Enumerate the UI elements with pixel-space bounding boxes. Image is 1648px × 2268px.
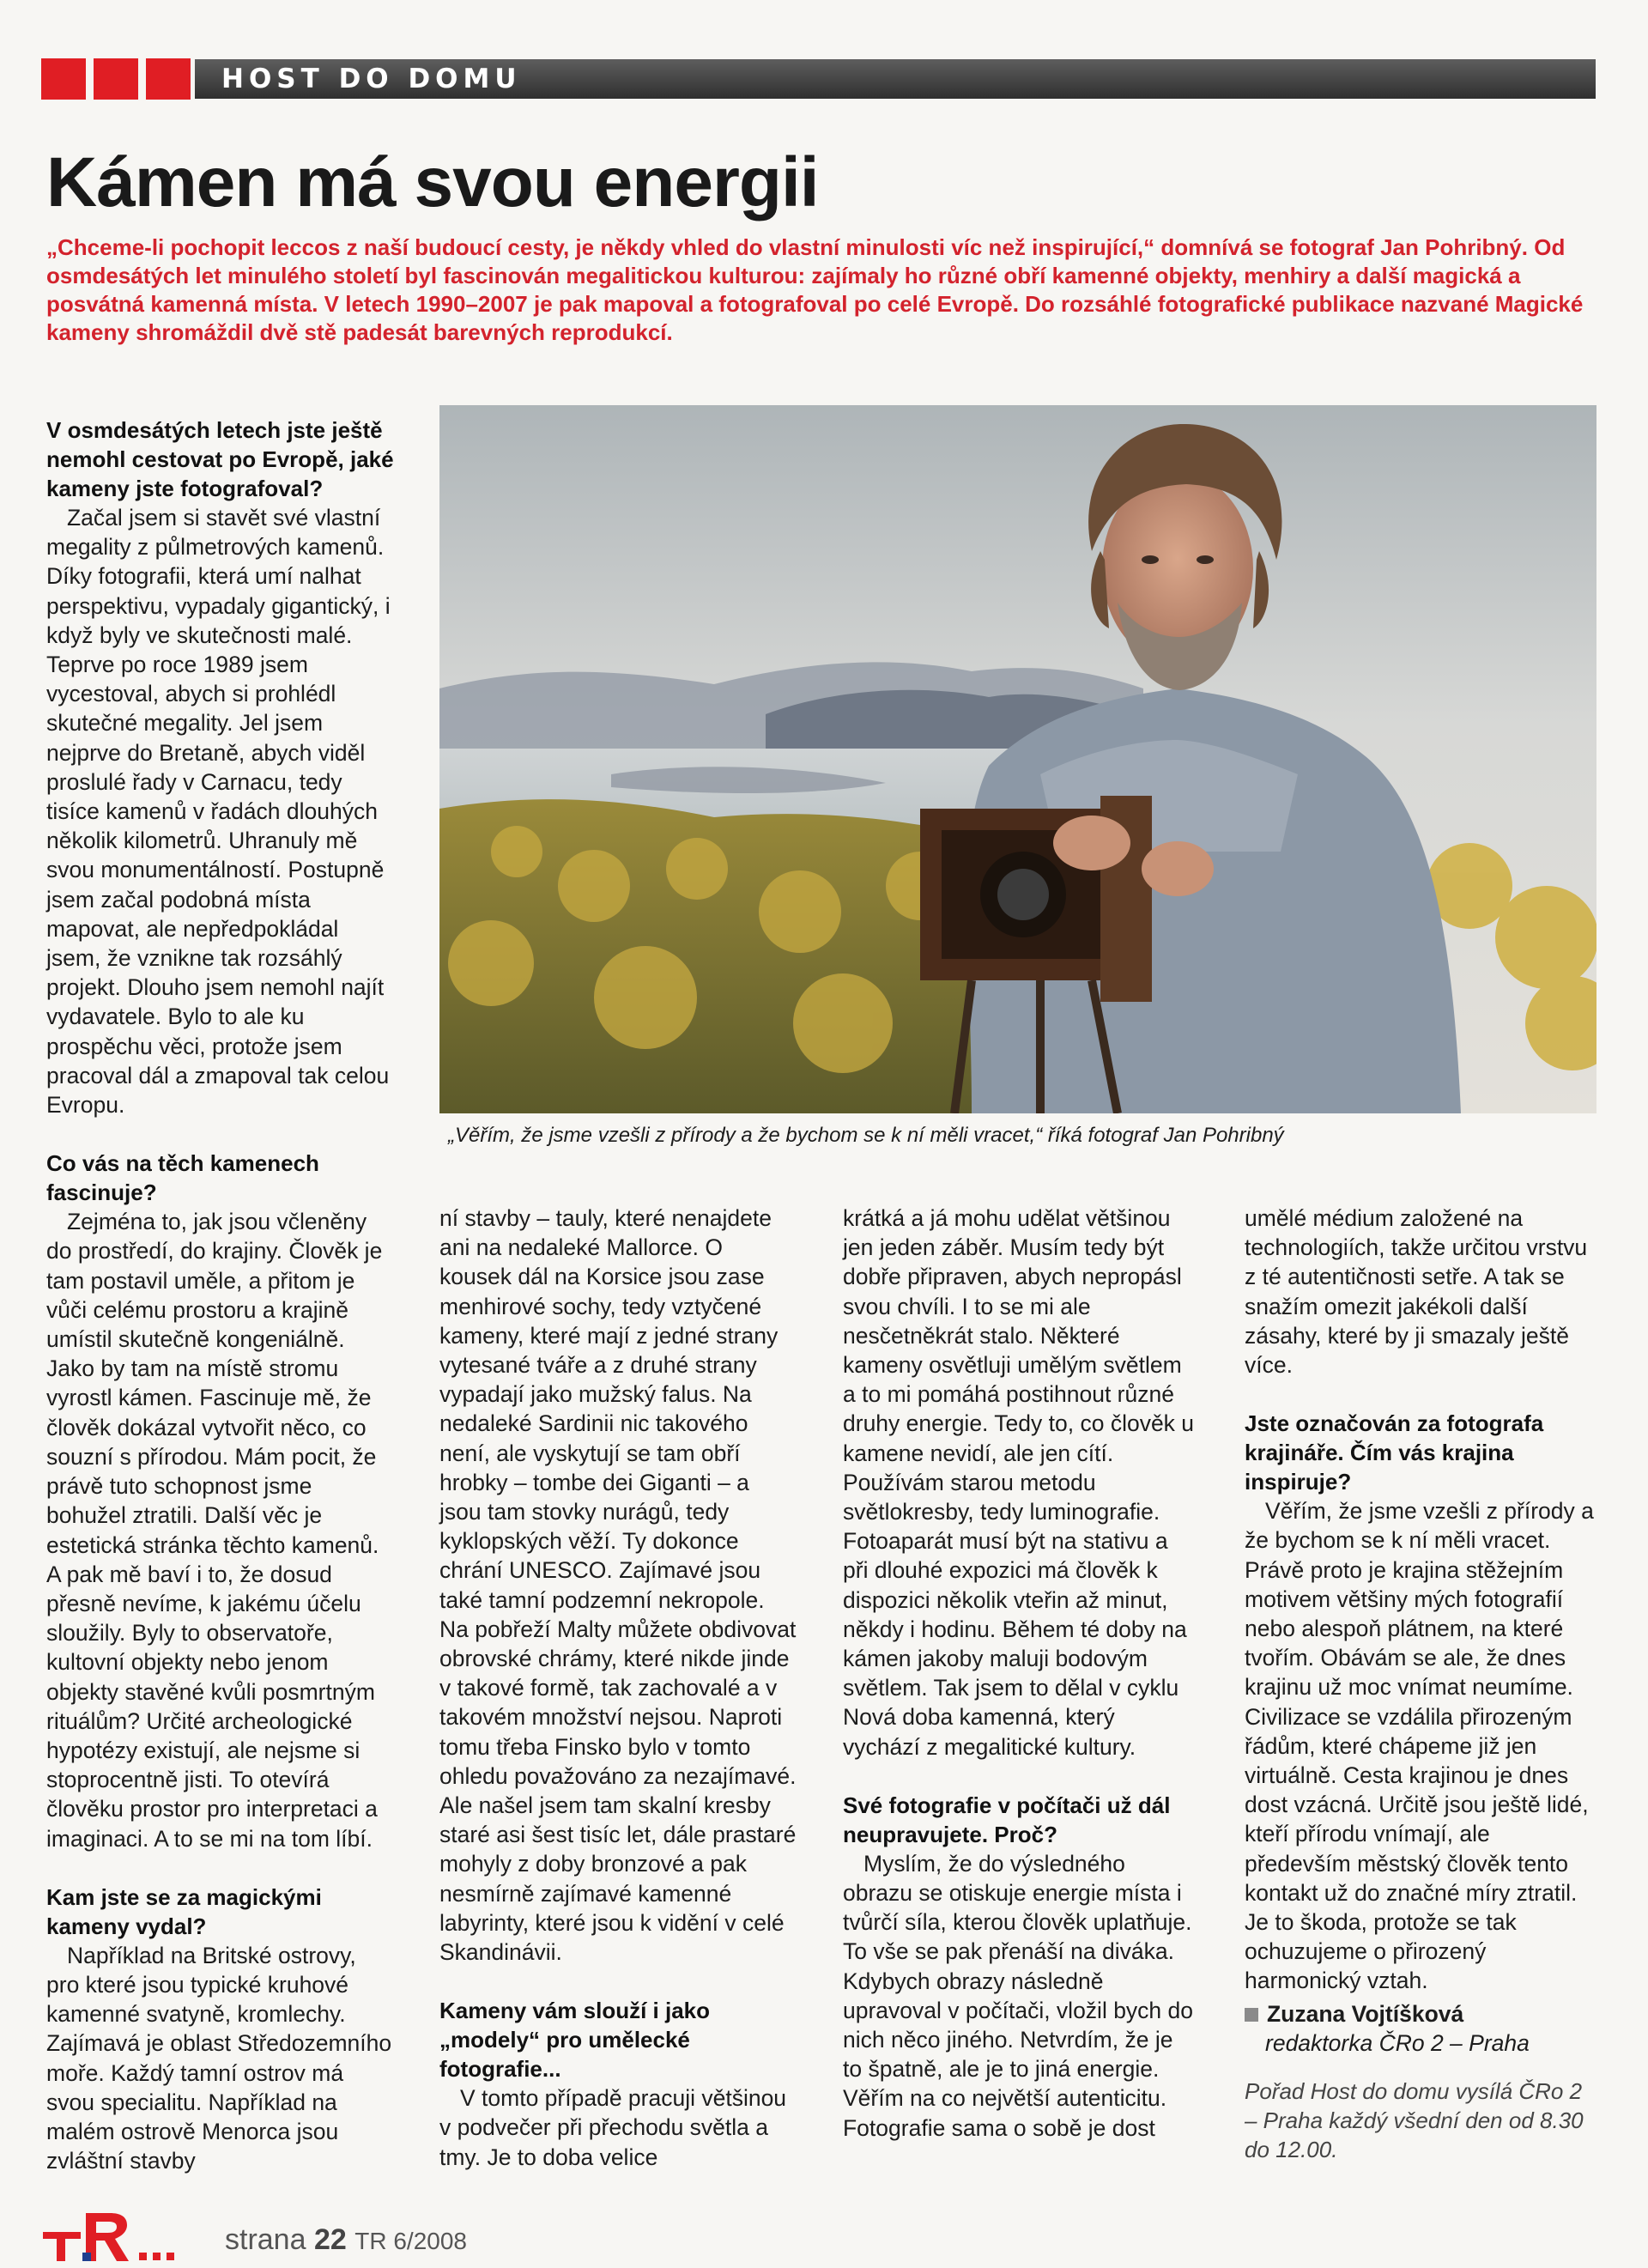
author-name: Zuzana Vojtíšková bbox=[1267, 2000, 1464, 2027]
question-1: V osmdesátých letech jste ještě nemohl cestovat po Evropě, jaké kameny jste fotografoval? bbox=[46, 417, 394, 501]
article-title: Kámen má svou energii bbox=[46, 143, 819, 221]
answer-4: V tomto případě pracuji většinou v podvečer při přechodu světla a tmy. Je to doba velice bbox=[439, 2085, 787, 2170]
question-2: Co vás na těch kamenech fascinuje? bbox=[46, 1150, 319, 1206]
question-3: Kam jste se za magickými kameny vydal? bbox=[46, 1883, 322, 1939]
section-label: HOST DO DOMU bbox=[221, 64, 522, 94]
answer-4-continued: krátká a já mohu udělat většinou jen jeden záběr. Musím tedy být dobře připraven, abych nepropásl svou chvíli. I to se mi ale nesčetněkrát stalo. Některé kameny osvětluji umělým světlem a to mi pomáhá postihnout různé druhy energie. Tedy to, co člověk u kamene nevidí, ale jen cítí. Používám starou metodu světlokresby, tedy luminografie. Fotoaparát musí být na stativu a při dlouhé expozici má člověk k dispozici několik vteřin až minut, někdy i hodinu. Během té doby na kámen jakoby maluji bodovým světlem. Tak jsem to dělal v cyklu Nová doba kamenná, který vychází z megalitické kultury. bbox=[843, 1205, 1195, 1760]
author-role: redaktorka ČRo 2 – Praha bbox=[1265, 2029, 1530, 2056]
answer-1: Začal jsem si stavět své vlastní megality z půlmetrových kamenů. Díky fotografii, která umí nalhat perspektivu, vypadaly gigantický, i když byly ve skutečnosti malé. Teprve po roce 1989 jsem vycestoval, abych si prohlédl skutečné megality. Jel jsem nejprve do Bretaně, abych viděl proslulé řady v Carnacu, tedy tisíce kamenů v řadách dlouhých několik kilometrů. Uhranuly mě svou monumentálností. Postupně jsem začal podobná místa mapovat, ale nepředpokládal jsem, že vznikne tak rozsáhlý projekt. Dlouho jsem nemohl najít vydavatele. Bylo to ale ku prospěchu věci, protože jsem pracoval dál a zmapoval tak celou Evropu. bbox=[46, 505, 391, 1119]
article-column-1 bbox=[46, 415, 395, 2175]
signature-square-icon bbox=[1245, 2008, 1258, 2022]
article-column-4 bbox=[1245, 1204, 1596, 2164]
article-lead: „Chceme-li pochopit leccos z naší budoucí cesty, je někdy vhled do vlastní minulosti víc než inspirující,“ domnívá se fotograf Jan Pohribný. Od osmdesátých let minulého století byl fascinován megalitickou kulturou: zajímaly ho různé obří kamenné objekty, menhiry a další magická a posvátná kamenná místa. V letech 1990–2007 je pak mapoval a fotografoval po celé Evropě. Do rozsáhlé fotografické publikace nazvané Magické kameny shromáždil dvě stě padesát barevných reprodukcí. bbox=[46, 234, 1584, 345]
question-4: Kameny vám slouží i jako „modely“ pro umělecké fotografie... bbox=[439, 1998, 711, 2083]
header-red-square-1 bbox=[41, 58, 86, 100]
answer-5-continued: umělé médium založené na technologiích, takže určitou vrstvu z té autentičnosti setře. A tak se snažím omezit jakékoli další zásahy, které by ji smazaly ještě více. bbox=[1245, 1205, 1588, 1379]
article-column-3 bbox=[843, 1204, 1195, 2143]
article-column-2 bbox=[439, 1204, 797, 2172]
program-note: Pořad Host do domu vysílá ČRo 2 – Praha každý všední den od 8.30 do 12.00. bbox=[1245, 2078, 1584, 2163]
header-red-square-2 bbox=[94, 58, 138, 100]
answer-3-continued: ní stavby – tauly, které nenajdete ani na nedaleké Mallorce. O kousek dál na Korsice jsou zase menhirové sochy, tedy vztyčené kameny, které mají z jedné strany vytesané tváře a z druhé strany vypadají jako mužský falus. Na nedaleké Sardinii nic takového není, ale vyskytují se tam obří hrobky – tombe dei Giganti – a jsou tam stovky nurágů, tedy kyklopských věží. Ty dokonce chrání UNESCO. Zajímavé jsou také tamní podzemní nekropole. Na pobřeží Malty můžete obdivovat obrovské chrámy, které nikde jinde v takové formě, tak zachovalé a v takovém množství nejsou. Naproti tomu třeba Finsko bylo v tomto ohledu považováno za nezajímavé. Ale našel jsem tam skalní kresby staré asi šest tisíc let, dále prastaré mohyly z doby bronzové a pak nesmírně zajímavé kamenné labyrinty, které jsou k vidění v celé Skandinávii. bbox=[439, 1205, 797, 1966]
answer-2: Zejména to, jak jsou včleněny do prostředí, do krajiny. Člověk je tam postavil uměle, a přitom je vůči celému prostoru a krajině umístil skutečně kongeniálně. Jako by tam na místě stromu vyrostl kámen. Fascinuje mě, že člověk dokázal vytvořit něco, co souzní s přírodou. Mám pocit, že právě tuto schopnost jsme bohužel ztratili. Další věc je estetická stránka těchto kamenů. A pak mě baví i to, že dosud přesně nevíme, k jakému účelu sloužily. Byly to observatoře, kultovní objekty nebo jenom objekty stavěné kvůli posmrtným rituálům? Určité archeologické hypotézy existují, ale nejsme si stoprocentně jisti. To otevírá člověku prostor pro interpretaci a imaginaci. A to se mi na tom líbí. bbox=[46, 1209, 383, 1852]
question-6: Jste označován za fotografa krajináře. Čím vás krajina inspiruje? bbox=[1245, 1410, 1544, 1495]
answer-5: Myslím, že do výsledného obrazu se otiskuje energie místa i tvůrčí síla, kterou člověk uplatňuje. To vše se pak přenáší na diváka. Kdybych obrazy následně upravoval v počítači, vložil bych do nich něco jiného. Netvrdím, že je to špatně, ale je to jiná energie. Věřím na co největší autenticitu. Fotografie sama o sobě je dost bbox=[843, 1850, 1194, 2141]
issue-number: TR 6/2008 bbox=[354, 2228, 467, 2254]
question-5: Své fotografie v počítači už dál neupravujete. Proč? bbox=[843, 1792, 1171, 1847]
answer-3: Například na Britské ostrovy, pro které jsou typické kruhové kamenné svatyně, kromlechy. Zajímavá je oblast Středozemního moře. Každý tamní ostrov má svou specialitu. Například na malém ostrově Menorca jsou zvláštní stavby bbox=[46, 1942, 392, 2174]
tr-logo-icon bbox=[43, 2210, 180, 2261]
page-number: 22 bbox=[313, 2223, 347, 2256]
answer-6: Věřím, že jsme vzešli z přírody a že bychom se k ní měli vracet. Právě proto je krajina stěžejním motivem většiny mých fotografií nebo alespoň plátnem, na které tvořím. Obávám se ale, že dnes krajinu už moc vnímat neumíme. Civilizace se vzdálila přirozeným řádům, které chápeme již jen virtuálně. Cesta krajinou je dnes dost vzácná. Určitě jsou ještě lidé, kteří přírodu vnímají, ale především městský člověk tento kontakt už do značné míry ztratil. Je to škoda, protože se tak ochuzujeme o přirozený harmonický vztah. bbox=[1245, 1498, 1594, 1994]
portrait-photo bbox=[439, 405, 1596, 1113]
photo-caption: „Věřím, že jsme vzešli z přírody a že bychom se k ní měli vracet,“ říká fotograf Jan Pohribný bbox=[448, 1124, 1284, 1147]
header-red-square-3 bbox=[146, 58, 191, 100]
footer-page-info bbox=[225, 2218, 467, 2261]
author-signature bbox=[1245, 1999, 1596, 2028]
page-label: strana bbox=[225, 2223, 306, 2256]
